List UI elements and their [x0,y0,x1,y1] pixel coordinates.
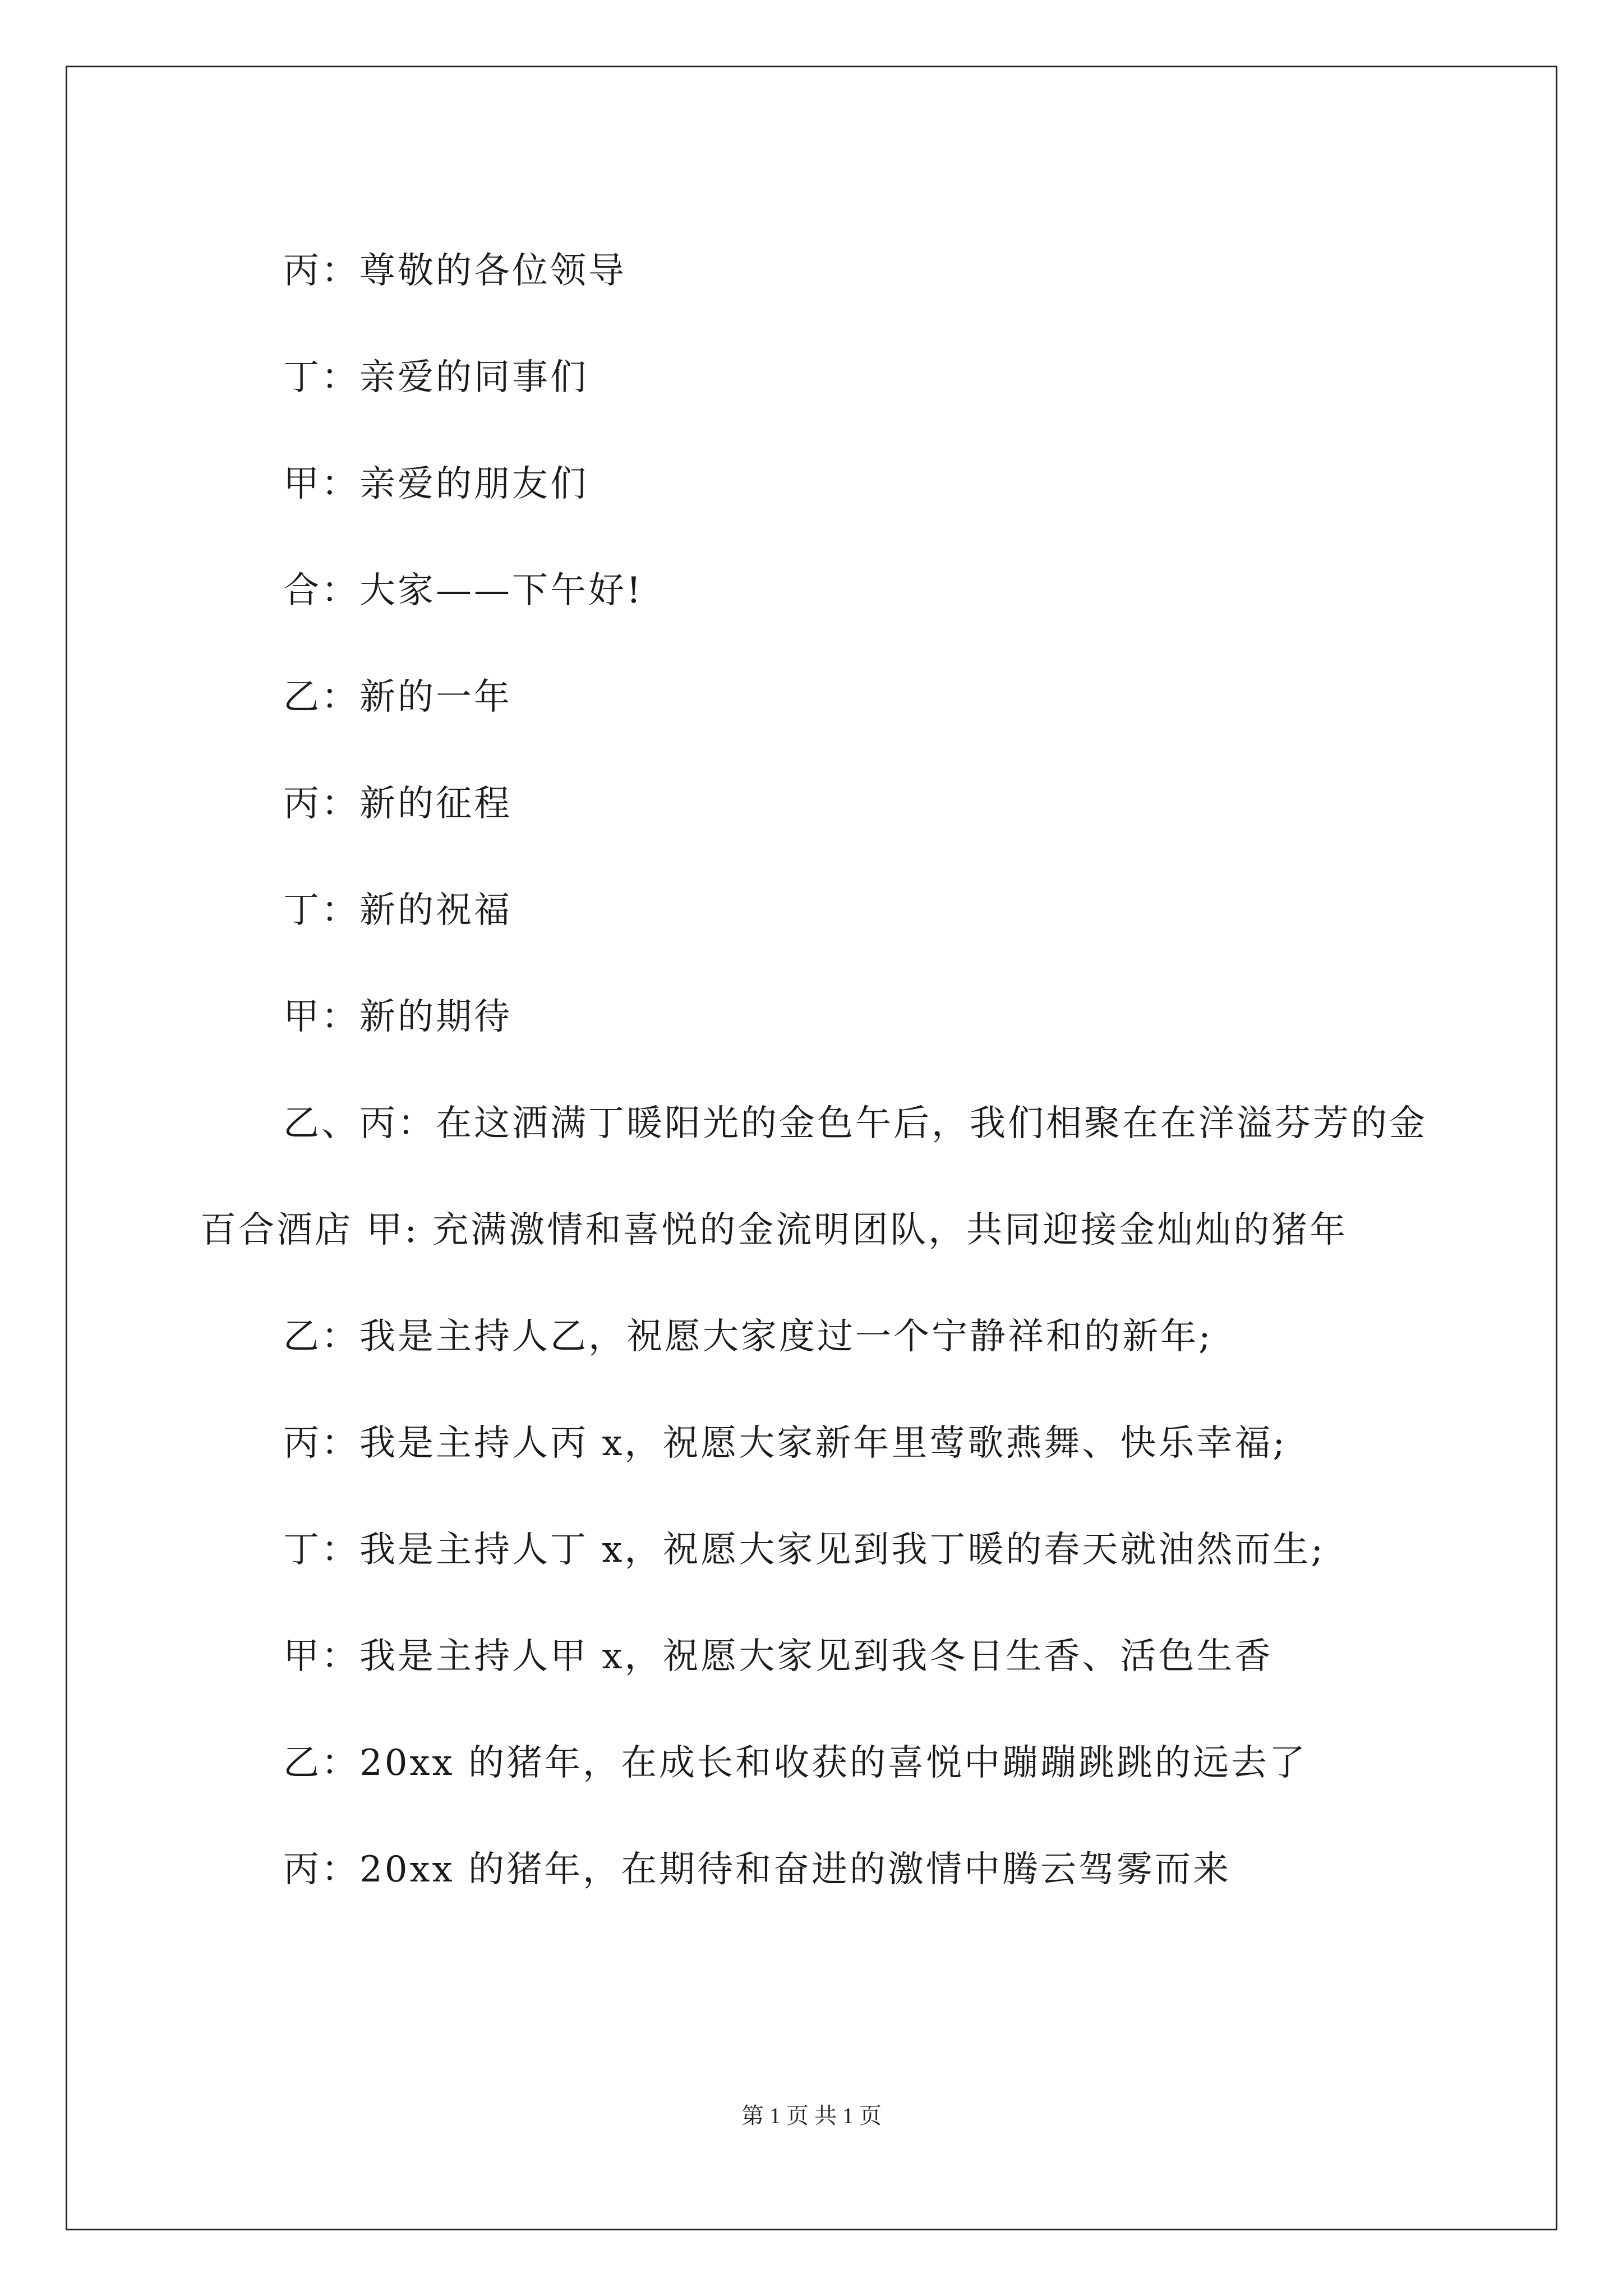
dialogue-line: 甲：我是主持人甲 x，祝愿大家见到我冬日生香、活色生香 [283,1636,1273,1677]
dialogue-line: 丙：尊敬的各位领导 [283,250,626,292]
dialogue-line: 丙：20xx 的猪年，在期待和奋进的激情中腾云驾雾而来 [283,1849,1231,1890]
dialogue-line: 丙：新的征程 [283,783,512,825]
dialogue-line: 丙：我是主持人丙 x，祝愿大家新年里莺歌燕舞、快乐幸福; [283,1423,1287,1464]
dialogue-paragraph: 乙、丙：在这洒满丁暖阳光的金色午后，我们相聚在在洋溢芬芳的金百合酒店 甲: 充满激情和喜悦的金流明团队，共同迎接金灿灿的猪年 [200,1103,1427,1251]
document-body [200,218,1434,1923]
page-number-footer: 第 1 页 共 1 页 [741,2103,882,2128]
dialogue-line: 丁：新的祝福 [283,890,512,931]
dialogue-line: 丁：我是主持人丁 x，祝愿大家见到我丁暖的春天就油然而生; [283,1529,1325,1571]
dialogue-line: 乙：新的一年 [283,677,512,718]
dialogue-line: 合：大家——下午好! [283,570,643,611]
dialogue-line: 甲：新的期待 [283,996,512,1038]
dialogue-line: 乙：20xx 的猪年，在成长和收获的喜悦中蹦蹦跳跳的远去了 [283,1742,1307,1784]
dialogue-line: 甲：亲爱的朋友们 [283,463,588,505]
dialogue-line: 乙：我是主持人乙，祝愿大家度过一个宁静祥和的新年; [283,1316,1213,1358]
dialogue-line: 丁：亲爱的同事们 [283,357,588,398]
